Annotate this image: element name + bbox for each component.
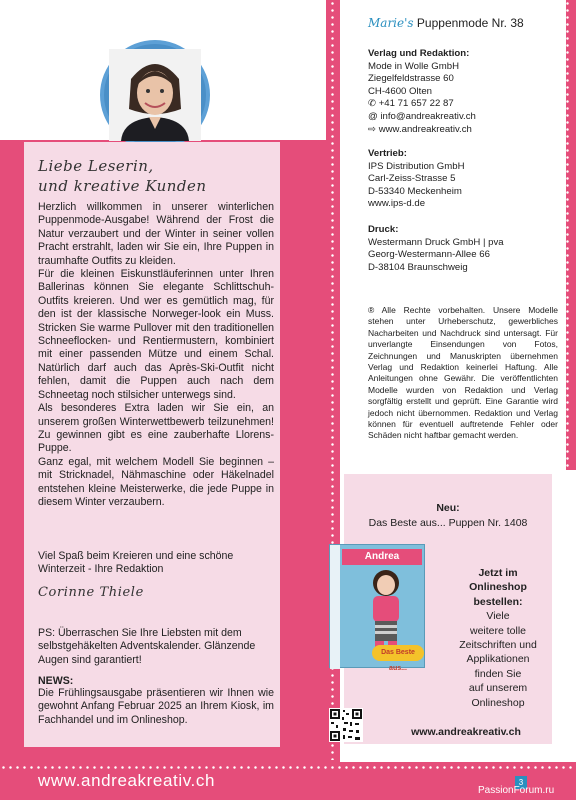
shop-line: finden Sie	[474, 667, 522, 680]
cover-badge: Das Beste aus...	[372, 645, 424, 661]
signature: Corinne Thiele	[38, 585, 144, 600]
publisher-line: Ziegelfeldstrasse 60	[368, 73, 454, 85]
letter-paragraph: Als besonderes Extra laden wir Sie ein, an unserem großen Winterwettbewerb teilzunehmen! Zu gewinnen gibt es eine zauberhafte Llorens-Puppe.	[38, 402, 274, 455]
shop-line: Applikationen	[466, 653, 530, 666]
news-label: NEWS:	[38, 675, 74, 687]
publisher-line: CH-4600 Olten	[368, 85, 432, 97]
publisher-website[interactable]: ⇨ www.andreakreativ.ch	[368, 123, 472, 135]
letter-greeting	[38, 156, 207, 196]
stitch-border-footer	[0, 766, 576, 769]
footer-website-link[interactable]: www.andreakreativ.ch	[38, 771, 216, 790]
publisher-email[interactable]: @ info@andreakreativ.ch	[368, 110, 476, 122]
shop-promo-text	[448, 566, 548, 710]
portrait-photo	[109, 49, 201, 141]
letter-paragraph: Für die kleinen Eiskunstläuferinnen unter Ihren Ballerinas können Sie elegante Schlittschuh-Outfits kreieren. Und wer es gemütlich mag, für den ist der klassische Norweger-look ein Muss. Stricken Sie warme Pullover mit den traditionellen Schneeflocken- und Rentiermustern, kombiniert mit einer passenden Mütze und einem Schal. Natürlich darf auch das Après-Ski-Outfit nicht fehlen, damit die Puppen auch nach dem Schneetag noch stilsicher unterwegs sind.	[38, 268, 274, 401]
news-text: Die Frühlingsausgabe präsentieren wir Ihnen wie gewohnt Anfang Februar 2025 an Ihrem Kiosk, im Fachhandel und im Onlineshop.	[38, 687, 274, 726]
letter-body	[38, 201, 274, 509]
distribution-website[interactable]: www.ips-d.de	[368, 198, 426, 210]
new-issue-title: Das Beste aus... Puppen Nr. 1408	[368, 517, 528, 529]
printing-line: Georg-Westermann-Allee 66	[368, 249, 490, 261]
publisher-section	[368, 48, 476, 136]
cover-spine	[330, 545, 340, 669]
qr-code-icon[interactable]	[329, 708, 363, 742]
shop-line: Zeitschriften und	[459, 639, 537, 652]
greeting-line-1: Liebe Leserin,	[38, 157, 154, 175]
shop-line: Onlineshop	[471, 696, 525, 709]
postscript: PS: Überraschen Sie Ihre Liebsten mit dem selbstgehäkelten Adventskalender. Glänzende Augen sind garantiert!	[38, 627, 256, 666]
person-icon	[109, 49, 201, 141]
shop-url-link[interactable]: www.andreakreativ.ch	[411, 726, 521, 738]
greeting-line-2: und kreative Kunden	[38, 177, 207, 195]
stitch-border-imprint	[566, 0, 569, 470]
watermark-text: PassionForum.ru	[478, 785, 555, 796]
distribution-line: D-53340 Meckenheim	[368, 185, 462, 197]
shop-line: auf unserem	[468, 682, 528, 695]
printing-section	[368, 224, 504, 274]
magazine-issue: Puppenmode Nr. 38	[416, 16, 524, 30]
distribution-line: Carl-Zeiss-Strasse 5	[368, 173, 456, 185]
page-number: 3	[515, 776, 527, 789]
letter-paragraph: Herzlich willkommen in unserer winterlichen Puppenmode-Ausgabe! Während der Frost die Natur verzaubert und der Winter in seiner vollen Pracht erstrahlt, laden wir Sie ein, Ihre Puppen in traumhafte Outfits zu kleiden.	[38, 201, 274, 267]
printing-line: D-38104 Braunschweig	[368, 261, 468, 273]
printing-line: Westermann Druck GmbH | pva	[368, 236, 504, 248]
shop-line: weitere tolle	[469, 624, 527, 637]
editor-portrait	[100, 40, 210, 150]
magazine-cover-image[interactable]	[329, 544, 425, 672]
publisher-phone: ✆ +41 71 657 22 87	[368, 98, 454, 110]
new-issue-label: Neu:	[436, 502, 460, 514]
shop-cta-line: Jetzt im	[478, 567, 518, 579]
publisher-line: Mode in Wolle GmbH	[368, 60, 459, 72]
legal-notice: ® Alle Rechte vorbehalten. Unsere Modelle stehen unter Urheberschutz, gewerbliches Nacharbeiten und Nachdruck sind untersagt. Für unverlangte Einsendungen von Fotos, Zeichnungen und Manuskripten übernehmen Verlag und Redaktion keinerlei Haftung. Alle Anleitungen ohne Gewähr. Die veröffentlichten Modelle wurden von Redaktion und Verlag sorgfältig erstellt und geprüft. Eine Garantie wird jedoch nicht übernommen. Redaktion und Verlag können für eventuell auftretende Fehler oder Schäden nicht haftbar gemacht werden.	[368, 305, 558, 441]
distribution-heading: Vertrieb:	[368, 148, 407, 159]
letter-paragraph: Ganz egal, mit welchem Modell Sie beginnen – mit Stricknadel, Nähmaschine oder Häkelnadel entstehen kleine Meisterwerke, die jede Puppe in diesem Winter verzaubern.	[38, 455, 274, 508]
printing-heading: Druck:	[368, 224, 399, 235]
shop-line: Viele	[486, 610, 510, 623]
magazine-brand: Marie's	[368, 16, 414, 30]
distribution-section	[368, 148, 465, 211]
shop-cta-line: Onlineshop	[469, 581, 527, 594]
magazine-title	[368, 16, 524, 30]
distribution-line: IPS Distribution GmbH	[368, 160, 465, 172]
cover-title: Andrea	[342, 549, 422, 565]
letter-closing: Viel Spaß beim Kreieren und eine schöne Winterzeit - Ihre Redaktion	[38, 550, 234, 576]
shop-cta-line: bestellen:	[473, 595, 523, 608]
publisher-heading: Verlag und Redaktion:	[368, 48, 470, 59]
